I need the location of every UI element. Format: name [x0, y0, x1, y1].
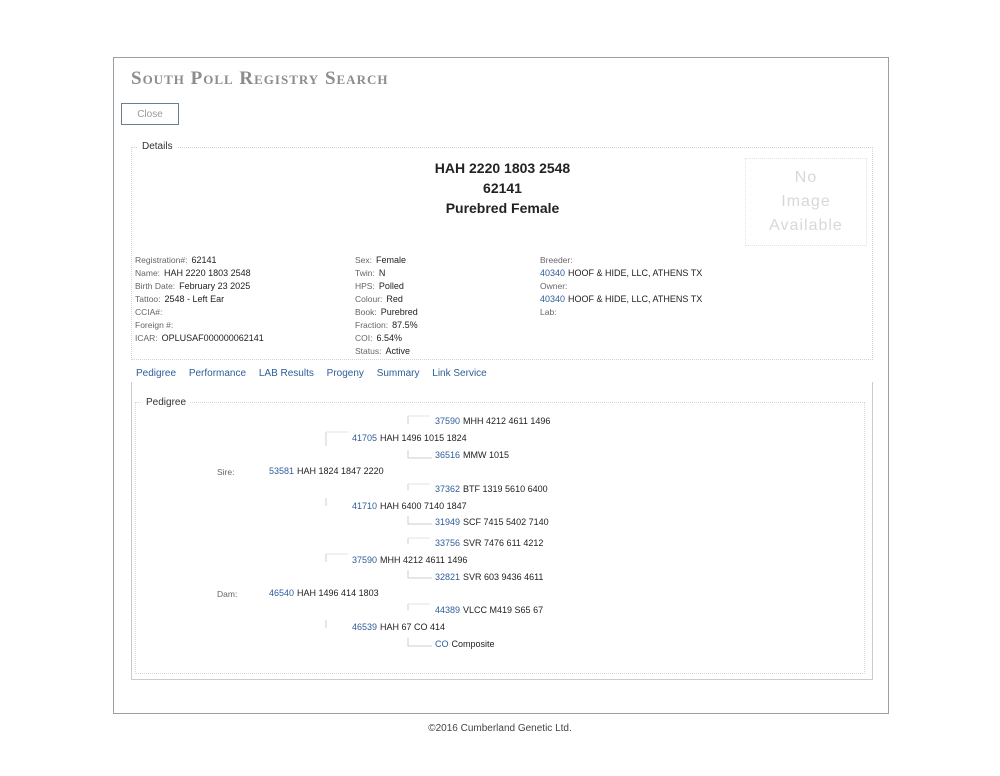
no-image-line2: Image — [781, 193, 831, 210]
sire-label: Sire: — [217, 467, 235, 477]
tab-pedigree[interactable]: Pedigree — [136, 368, 177, 379]
pedigree-sdd-name: SCF 7415 5402 7140 — [463, 517, 549, 527]
field-twin: Twin: N — [355, 268, 386, 278]
pedigree-dss — [435, 538, 543, 548]
dam-label: Dam: — [217, 589, 238, 599]
pedigree-ddd — [435, 639, 495, 649]
pedigree-sire-id-link[interactable]: 53581 — [269, 466, 295, 476]
owner-label: Owner: — [540, 281, 568, 291]
pedigree-ds-name: MHH 4212 4611 1496 — [380, 555, 468, 565]
pedigree-ds — [352, 555, 467, 565]
no-image-line3: Available — [769, 217, 843, 234]
tab-link-service[interactable]: Link Service — [432, 368, 487, 379]
field-name: Name: HAH 2220 1803 2548 — [135, 268, 251, 278]
details-legend: Details — [138, 141, 177, 152]
pedigree-ddd-id-link[interactable]: CO — [435, 639, 449, 649]
pedigree-sd-id-link[interactable]: 41710 — [352, 501, 378, 511]
pedigree-sds — [435, 484, 548, 494]
pedigree-sss-name: MHH 4212 4611 1496 — [463, 416, 551, 426]
pedigree-dd-name: HAH 67 CO 414 — [380, 622, 446, 632]
pedigree-sire-name: HAH 1824 1847 2220 — [297, 466, 384, 476]
pedigree-ddd-name: Composite — [451, 639, 495, 649]
close-button[interactable]: Close — [121, 103, 179, 125]
details-column-3 — [540, 254, 702, 319]
owner-id-link[interactable]: 40340 — [540, 294, 566, 304]
pedigree-dsd-name: SVR 603 9436 4611 — [463, 572, 544, 582]
field-ccia: CCIA#: — [135, 307, 163, 317]
tab-lab-results[interactable]: LAB Results — [258, 368, 314, 379]
details-column-1 — [135, 254, 264, 345]
footer-copyright: ©2016 Cumberland Genetic Ltd. — [428, 723, 572, 734]
field-sex: Sex: Female — [355, 255, 407, 265]
lab-label: Lab: — [540, 307, 557, 317]
pedigree-dds-name: VLCC M419 S65 67 — [463, 605, 544, 615]
pedigree-dam — [269, 588, 379, 598]
pedigree-sd — [352, 501, 467, 511]
pedigree-sss-id-link[interactable]: 37590 — [435, 416, 461, 426]
tab-summary[interactable]: Summary — [376, 368, 420, 379]
registration-number-title: 62141 — [483, 180, 522, 196]
pedigree-dam-id-link[interactable]: 46540 — [269, 588, 295, 598]
pedigree-dam-name: HAH 1496 414 1803 — [297, 588, 379, 598]
pedigree-ssd-name: MMW 1015 — [463, 450, 510, 460]
field-registration: Registration#: 62141 — [135, 255, 217, 265]
pedigree-sdd — [435, 517, 549, 527]
pedigree-ssd — [435, 450, 509, 460]
pedigree-legend: Pedigree — [142, 397, 190, 408]
pedigree-dss-id-link[interactable]: 33756 — [435, 538, 461, 548]
animal-header — [330, 158, 675, 218]
pedigree-dsd-id-link[interactable]: 32821 — [435, 572, 461, 582]
field-foreign: Foreign #: — [135, 320, 174, 330]
no-image-line1: No — [794, 169, 818, 186]
field-book: Book: Purebred — [355, 307, 418, 317]
breeder-name: HOOF & HIDE, LLC, ATHENS TX — [568, 268, 703, 278]
details-column-2 — [355, 254, 418, 358]
breeder-label: Breeder: — [540, 255, 573, 265]
pedigree-sds-id-link[interactable]: 37362 — [435, 484, 461, 494]
animal-name-title: HAH 2220 1803 2548 — [434, 160, 571, 176]
pedigree-dds-id-link[interactable]: 44389 — [435, 605, 461, 615]
tab-performance[interactable]: Performance — [188, 368, 247, 379]
pedigree-sds-name: BTF 1319 5610 6400 — [463, 484, 548, 494]
pedigree-ssd-id-link[interactable]: 36516 — [435, 450, 461, 460]
field-icar: ICAR: OPLUSAF000000062141 — [135, 333, 264, 343]
pedigree-ss-name: HAH 1496 1015 1824 — [380, 433, 467, 443]
pedigree-sd-name: HAH 6400 7140 1847 — [380, 501, 467, 511]
tab-progeny[interactable]: Progeny — [326, 368, 364, 379]
pedigree-dss-name: SVR 7476 611 4212 — [463, 538, 544, 548]
field-tattoo: Tattoo: 2548 - Left Ear — [135, 294, 225, 304]
breeder-id-link[interactable]: 40340 — [540, 268, 566, 278]
pedigree-dsd — [435, 572, 543, 582]
owner-name: HOOF & HIDE, LLC, ATHENS TX — [568, 294, 703, 304]
app-title: South Poll Registry Search — [131, 68, 389, 89]
pedigree-sire — [269, 466, 384, 476]
pedigree-ss — [352, 433, 467, 443]
pedigree-sdd-id-link[interactable]: 31949 — [435, 517, 461, 527]
field-status: Status: Active — [355, 346, 410, 356]
pedigree-ds-id-link[interactable]: 37590 — [352, 555, 378, 565]
field-fraction: Fraction: 87.5% — [355, 320, 418, 330]
field-coi: COI: 6.54% — [355, 333, 403, 343]
tab-bar — [136, 368, 497, 379]
no-image-placeholder — [745, 158, 867, 246]
pedigree-dd-id-link[interactable]: 46539 — [352, 622, 378, 632]
field-hps: HPS: Polled — [355, 281, 404, 291]
animal-type-title: Purebred Female — [445, 200, 560, 216]
pedigree-sss — [435, 416, 550, 426]
field-colour: Colour: Red — [355, 294, 403, 304]
pedigree-dd — [352, 622, 445, 632]
field-birth-date: Birth Date: February 23 2025 — [135, 281, 251, 291]
pedigree-dds — [435, 605, 543, 615]
pedigree-ss-id-link[interactable]: 41705 — [352, 433, 378, 443]
